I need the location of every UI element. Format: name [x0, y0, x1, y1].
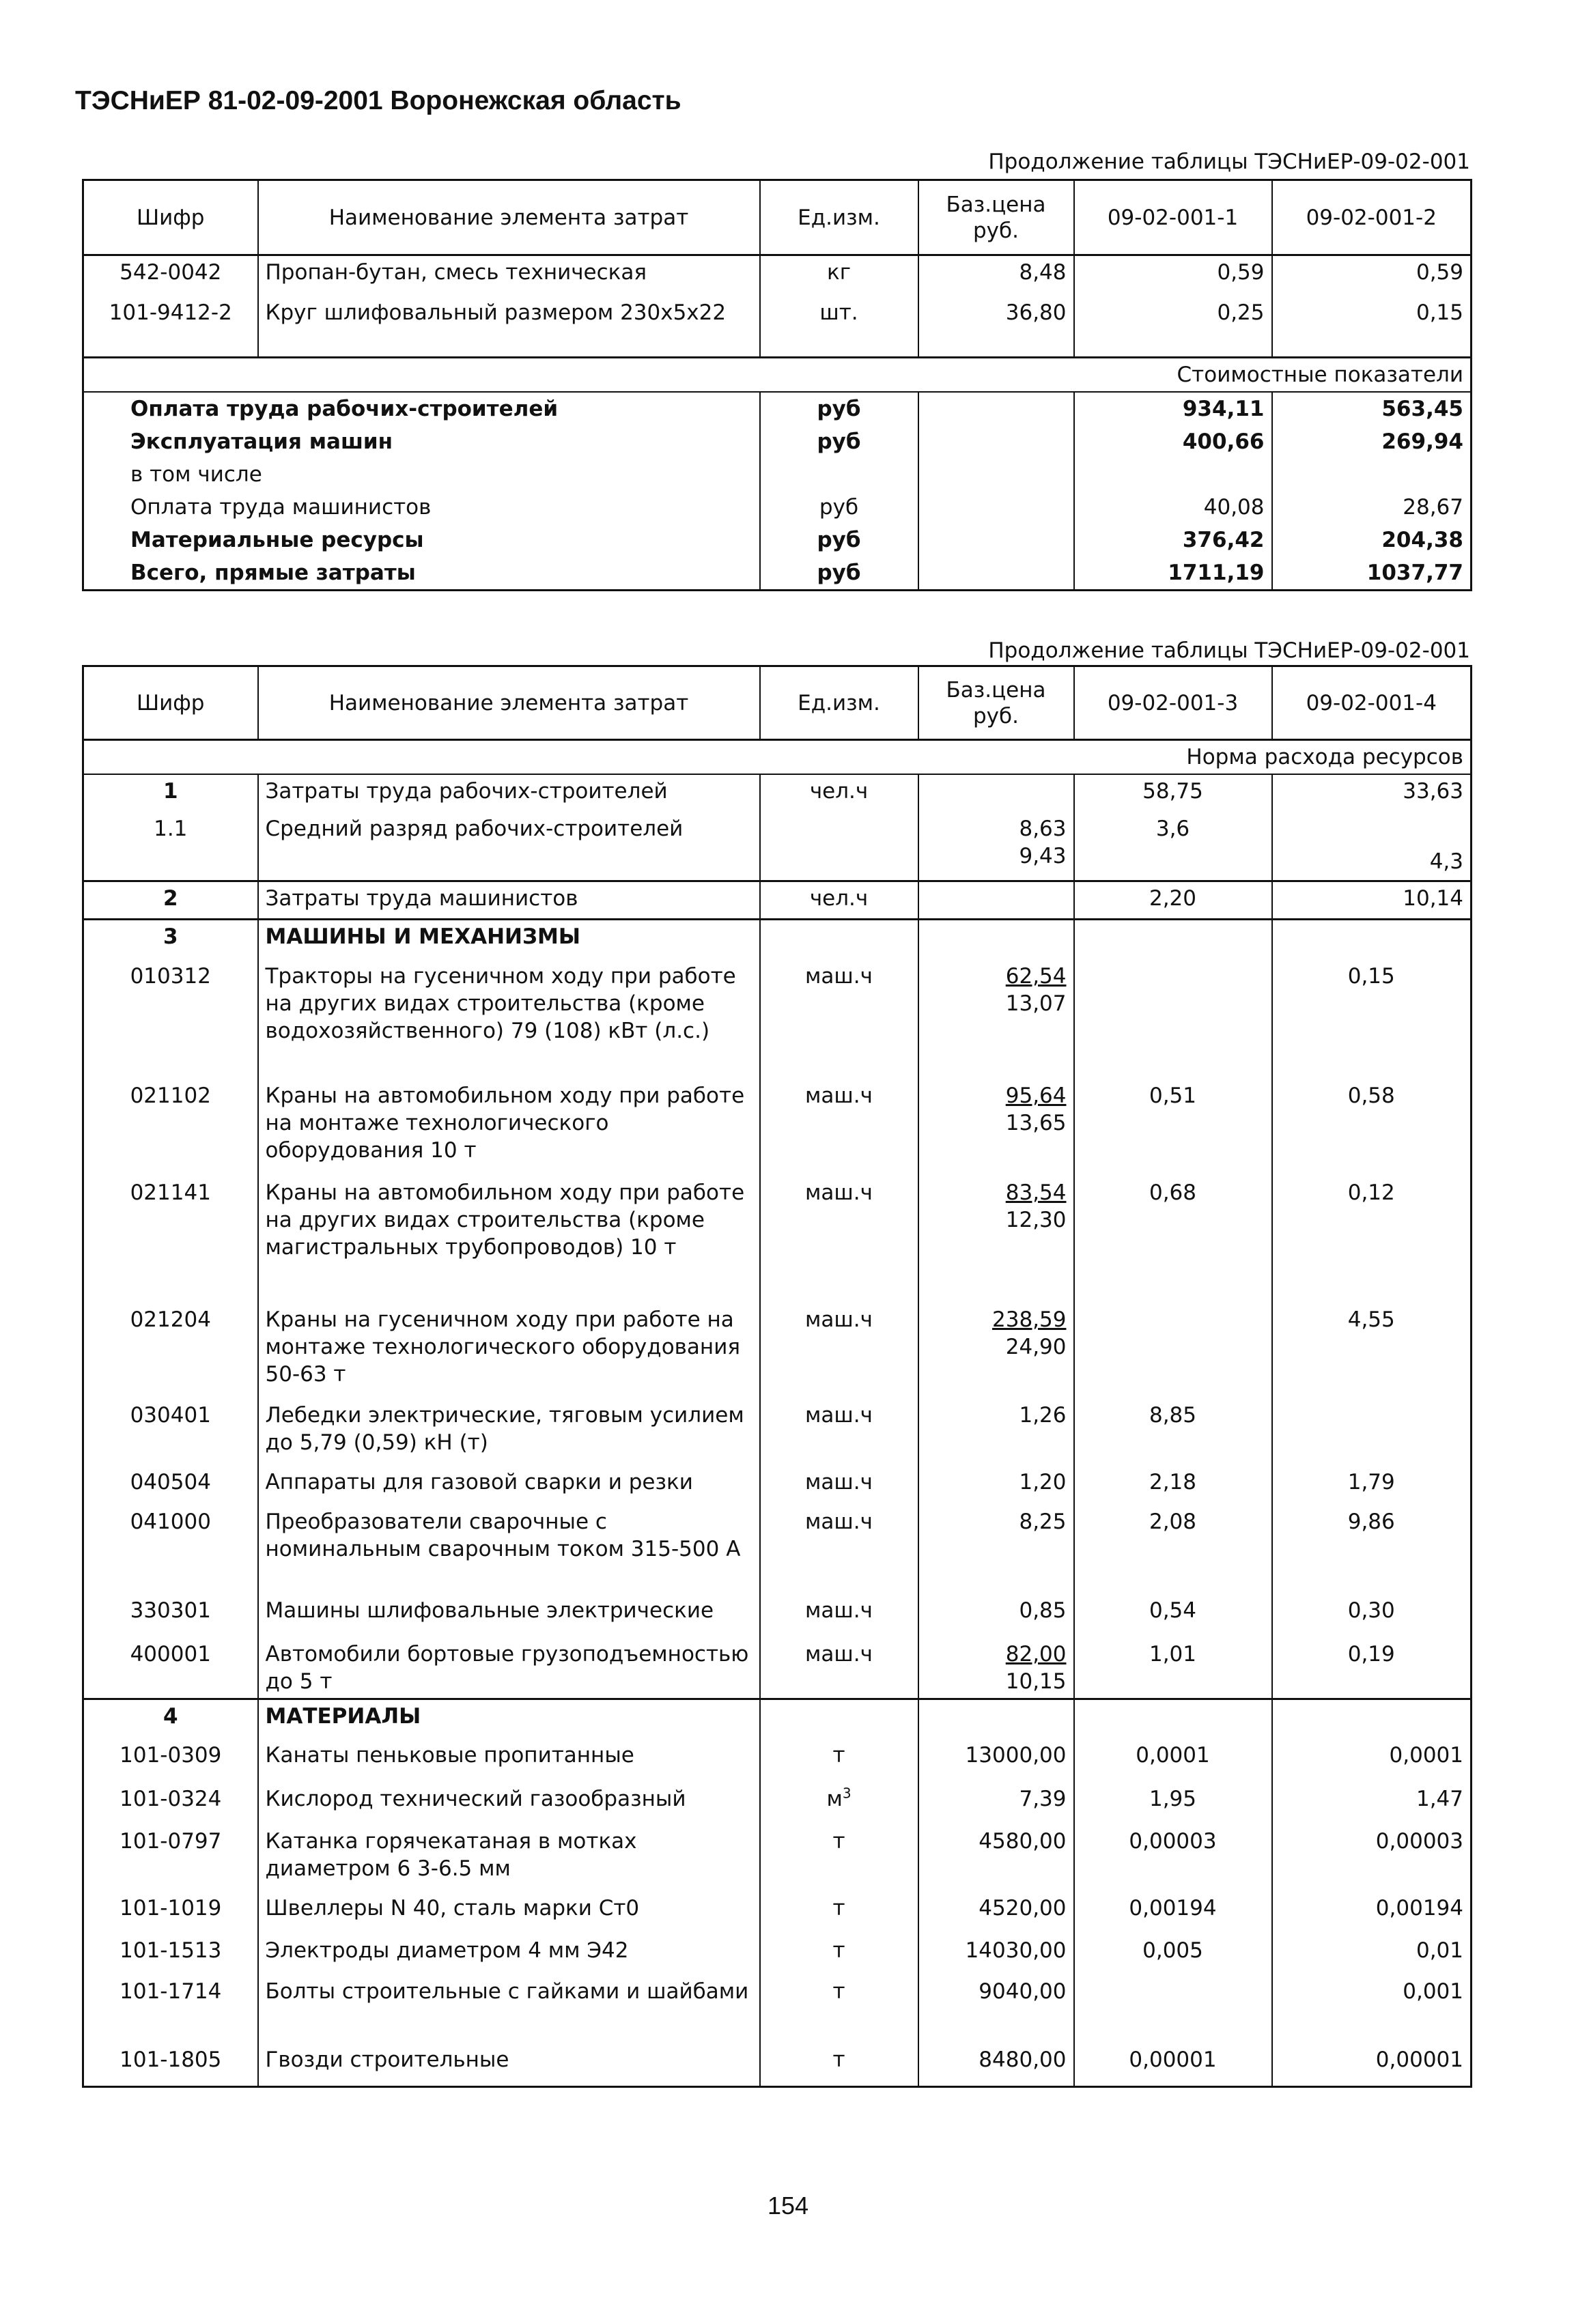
row-value-1: 3,6 [1074, 812, 1272, 881]
band-label: Норма расхода ресурсов [83, 740, 1472, 775]
row-unit: маш.ч [760, 1176, 918, 1303]
row-unit [760, 1825, 918, 1892]
row-name: Средний разряд рабочих-строителей [258, 812, 760, 881]
col-header-unit: Ед.изм. [760, 666, 918, 740]
col-header-price: Баз.цена руб. [918, 180, 1074, 255]
row-code: 2 [83, 881, 258, 919]
row-value-2 [1272, 812, 1472, 881]
row-price [918, 1079, 1074, 1176]
section-empty [1272, 919, 1472, 960]
row-name: Швеллеры N 40, сталь марки Ст0 [258, 1892, 760, 1934]
row-price: 1,20 [918, 1466, 1074, 1505]
row-value-1: 1,95 [1074, 1783, 1272, 1825]
row-code: 542-0042 [83, 255, 258, 296]
summary-price-empty [918, 556, 1074, 591]
summary-name: в том числе [83, 458, 760, 491]
row-value-2: 10,14 [1272, 881, 1472, 919]
row-price: 7,39 [918, 1783, 1074, 1825]
row-price: 1,26 [918, 1399, 1074, 1466]
table-row [83, 1079, 1472, 1176]
table2-caption: Продолжение таблицы ТЭСНиЕР-09-02-001 [988, 638, 1470, 663]
summary-row [83, 491, 1472, 524]
section-row-machines [83, 919, 1472, 960]
row-unit [760, 1892, 918, 1934]
row-value-2: 0,30 [1272, 1594, 1472, 1638]
row-unit [760, 1975, 918, 2043]
row-price-line: 9,43 [1019, 844, 1067, 868]
summary-unit [760, 458, 918, 491]
table2 [82, 665, 1472, 2088]
row-price [918, 881, 1074, 919]
table-row [83, 255, 1472, 296]
row-name: Краны на автомобильном ходу при работе на монтаже технологического оборудования 10 т [258, 1079, 760, 1176]
section-band-label-row [83, 740, 1472, 775]
summary-price-empty [918, 392, 1074, 425]
row-price-line: 238,59 [992, 1307, 1067, 1332]
row-value-1: 0,54 [1074, 1594, 1272, 1638]
row-name: Краны на автомобильном ходу при работе на других видах строительства (кроме магистральных трубопроводов) 10 т [258, 1176, 760, 1303]
row-unit [760, 1739, 918, 1783]
row-name: Преобразователи сварочные с номинальным сварочным током 315-500 А [258, 1505, 760, 1594]
summary-row [83, 392, 1472, 425]
summary-row [83, 524, 1472, 556]
col-header-v2: 09-02-001-2 [1272, 180, 1472, 255]
row-value-2: 0,00001 [1272, 2043, 1472, 2087]
summary-row [83, 425, 1472, 458]
row-code: 1 [83, 774, 258, 812]
row-price: 13000,00 [918, 1739, 1074, 1783]
summary-unit: руб [760, 556, 918, 591]
row-code: 101-9412-2 [83, 296, 258, 358]
summary-value-1 [1074, 458, 1272, 491]
row-unit-text: т [832, 1895, 845, 1921]
row-value-1: 0,00003 [1074, 1825, 1272, 1892]
row-value-2: 0,59 [1272, 255, 1472, 296]
row-value-2: 1,47 [1272, 1783, 1472, 1825]
row-value-1 [1074, 1975, 1272, 2043]
summary-name: Эксплуатация машин [83, 425, 760, 458]
row-code: 021102 [83, 1079, 258, 1176]
row-unit-superscript: 3 [842, 1785, 852, 1802]
row-unit-text: м [826, 1786, 843, 1811]
row-unit: маш.ч [760, 1303, 918, 1399]
row-name: Канаты пеньковые пропитанные [258, 1739, 760, 1783]
band-label: Стоимостные показатели [83, 358, 1472, 393]
col-header-code: Шифр [83, 666, 258, 740]
row-unit [760, 1934, 918, 1975]
table-row [83, 1176, 1472, 1303]
row-code: 101-1805 [83, 2043, 258, 2087]
summary-value-1: 934,11 [1074, 392, 1272, 425]
section-empty [1272, 1699, 1472, 1739]
row-value-1: 0,0001 [1074, 1739, 1272, 1783]
row-name: Автомобили бортовые грузоподъемностью до 5 т [258, 1638, 760, 1699]
summary-value-1: 376,42 [1074, 524, 1272, 556]
row-name: Пропан-бутан, смесь техническая [258, 255, 760, 296]
summary-value-2: 1037,77 [1272, 556, 1472, 591]
row-name: Машины шлифовальные электрические [258, 1594, 760, 1638]
row-unit: маш.ч [760, 1638, 918, 1699]
table-row [83, 1975, 1472, 2043]
row-price-line: 12,30 [1005, 1208, 1067, 1232]
table-row [83, 2043, 1472, 2087]
row-value-1: 1,01 [1074, 1638, 1272, 1699]
row-value-2: 0,15 [1272, 296, 1472, 358]
section-empty [760, 1699, 918, 1739]
section-empty [1074, 1699, 1272, 1739]
row-unit-text: т [832, 1828, 845, 1854]
summary-name: Оплата труда машинистов [83, 491, 760, 524]
row-price: 0,85 [918, 1594, 1074, 1638]
row-price: 8,25 [918, 1505, 1074, 1594]
summary-row [83, 458, 1472, 491]
row-code: 101-0324 [83, 1783, 258, 1825]
section-row-materials [83, 1699, 1472, 1739]
table-row [83, 1934, 1472, 1975]
row-value-1: 2,20 [1074, 881, 1272, 919]
row-name: Краны на гусеничном ходу при работе на монтаже технологического оборудования 50-63 т [258, 1303, 760, 1399]
table1-header-row [83, 180, 1472, 255]
summary-value-1: 1711,19 [1074, 556, 1272, 591]
row-code: 021141 [83, 1176, 258, 1303]
row-name: Затраты труда машинистов [258, 881, 760, 919]
summary-value-1: 40,08 [1074, 491, 1272, 524]
col-header-code: Шифр [83, 180, 258, 255]
row-value-1: 0,005 [1074, 1934, 1272, 1975]
section-title: МАТЕРИАЛЫ [258, 1699, 760, 1739]
row-value-2: 0,58 [1272, 1079, 1472, 1176]
row-code: 030401 [83, 1399, 258, 1466]
row-price-line: 95,64 [1005, 1083, 1067, 1108]
row-unit: маш.ч [760, 1399, 918, 1466]
row-value-2: 4,55 [1272, 1303, 1472, 1399]
row-price: 9040,00 [918, 1975, 1074, 2043]
row-unit-text: т [832, 1979, 845, 2004]
row-value-2-line: 4,3 [1429, 849, 1463, 874]
row-unit [760, 2043, 918, 2087]
summary-value-2: 563,45 [1272, 392, 1472, 425]
table-row [83, 1825, 1472, 1892]
row-name: Гвозди строительные [258, 2043, 760, 2087]
table-row [83, 1783, 1472, 1825]
row-value-2: 33,63 [1272, 774, 1472, 812]
row-price: 8,48 [918, 255, 1074, 296]
row-value-2: 0,12 [1272, 1176, 1472, 1303]
row-value-1: 0,68 [1074, 1176, 1272, 1303]
row-unit [760, 812, 918, 881]
summary-price-empty [918, 524, 1074, 556]
row-unit [760, 1783, 918, 1825]
row-price-line: 82,00 [1005, 1642, 1067, 1667]
table2-header-row [83, 666, 1472, 740]
row-value-2: 9,86 [1272, 1505, 1472, 1594]
row-value-1: 2,08 [1074, 1505, 1272, 1594]
summary-name: Всего, прямые затраты [83, 556, 760, 591]
row-unit-text: т [832, 2047, 845, 2072]
row-value-2: 0,15 [1272, 960, 1472, 1079]
row-code: 330301 [83, 1594, 258, 1638]
page-number: 154 [767, 2192, 809, 2220]
row-value-1 [1074, 1303, 1272, 1399]
row-code: 101-0309 [83, 1739, 258, 1783]
row-code: 101-0797 [83, 1825, 258, 1892]
row-value-1: 0,00194 [1074, 1892, 1272, 1934]
summary-unit: руб [760, 392, 918, 425]
row-name: Тракторы на гусеничном ходу при работе на других видах строительства (кроме водохозяйственного) 79 (108) кВт (л.с.) [258, 960, 760, 1079]
row-unit: чел.ч [760, 881, 918, 919]
row-price [918, 812, 1074, 881]
row-price-line: 83,54 [1005, 1180, 1067, 1205]
table-row [83, 1594, 1472, 1638]
section-empty [1074, 919, 1272, 960]
table-row [83, 1505, 1472, 1594]
row-unit: маш.ч [760, 1505, 918, 1594]
row-value-2: 0,00003 [1272, 1825, 1472, 1892]
row-code: 041000 [83, 1505, 258, 1594]
row-value-1: 0,59 [1074, 255, 1272, 296]
row-price [918, 774, 1074, 812]
summary-name: Оплата труда рабочих-строителей [83, 392, 760, 425]
row-price-line: 8,63 [1019, 817, 1067, 841]
row-unit-text: т [832, 1742, 845, 1768]
summary-unit: руб [760, 491, 918, 524]
row-name: Электроды диаметром 4 мм Э42 [258, 1934, 760, 1975]
section-title: МАШИНЫ И МЕХАНИЗМЫ [258, 919, 760, 960]
col-header-v1: 09-02-001-3 [1074, 666, 1272, 740]
row-price-line: 13,07 [1005, 991, 1067, 1016]
table1 [82, 179, 1472, 591]
row-price: 4580,00 [918, 1825, 1074, 1892]
summary-value-1: 400,66 [1074, 425, 1272, 458]
section-band-row [83, 358, 1472, 393]
section-empty [918, 919, 1074, 960]
table1-caption: Продолжение таблицы ТЭСНиЕР-09-02-001 [988, 150, 1470, 174]
row-code: 101-1714 [83, 1975, 258, 2043]
row-code: 010312 [83, 960, 258, 1079]
row-price [918, 1638, 1074, 1699]
row-unit: маш.ч [760, 1079, 918, 1176]
row-price: 14030,00 [918, 1934, 1074, 1975]
row-code: 400001 [83, 1638, 258, 1699]
row-value-2: 0,00194 [1272, 1892, 1472, 1934]
row-price [918, 960, 1074, 1079]
table-row [83, 296, 1472, 358]
summary-value-2 [1272, 458, 1472, 491]
col-header-name: Наименование элемента затрат [258, 666, 760, 740]
summary-row [83, 556, 1472, 591]
table-row [83, 1466, 1472, 1505]
row-price [918, 1176, 1074, 1303]
table-row [83, 960, 1472, 1079]
row-name: Круг шлифовальный размером 230х5х22 [258, 296, 760, 358]
row-value-2: 0,19 [1272, 1638, 1472, 1699]
summary-value-2: 28,67 [1272, 491, 1472, 524]
row-name: Кислород технический газообразный [258, 1783, 760, 1825]
row-price [918, 1303, 1074, 1399]
row-unit: маш.ч [760, 1466, 918, 1505]
section-empty [918, 1699, 1074, 1739]
col-header-v2: 09-02-001-4 [1272, 666, 1472, 740]
section-empty [760, 919, 918, 960]
row-value-2: 1,79 [1272, 1466, 1472, 1505]
col-header-name: Наименование элемента затрат [258, 180, 760, 255]
row-value-2: 0,01 [1272, 1934, 1472, 1975]
row-code: 021204 [83, 1303, 258, 1399]
row-code: 101-1513 [83, 1934, 258, 1975]
row-name: Аппараты для газовой сварки и резки [258, 1466, 760, 1505]
summary-price-empty [918, 491, 1074, 524]
summary-unit: руб [760, 524, 918, 556]
row-unit: чел.ч [760, 774, 918, 812]
row-value-2 [1272, 1399, 1472, 1466]
row-price-line: 62,54 [1005, 964, 1067, 989]
summary-price-empty [918, 425, 1074, 458]
table-row [83, 1303, 1472, 1399]
row-name: Лебедки электрические, тяговым усилием до 5,79 (0,59) кН (т) [258, 1399, 760, 1466]
row-price-line: 10,15 [1005, 1669, 1067, 1694]
col-header-v1: 09-02-001-1 [1074, 180, 1272, 255]
row-value-1: 0,51 [1074, 1079, 1272, 1176]
table-row [83, 812, 1472, 881]
row-price: 8480,00 [918, 2043, 1074, 2087]
row-value-1 [1074, 960, 1272, 1079]
table-row [83, 1739, 1472, 1783]
row-unit: кг [760, 255, 918, 296]
row-value-2: 0,001 [1272, 1975, 1472, 2043]
summary-value-2: 269,94 [1272, 425, 1472, 458]
row-code: 101-1019 [83, 1892, 258, 1934]
section-code: 4 [83, 1699, 258, 1739]
table-row [83, 881, 1472, 919]
row-value-1: 58,75 [1074, 774, 1272, 812]
table-row [83, 1399, 1472, 1466]
summary-price-empty [918, 458, 1074, 491]
row-name: Затраты труда рабочих-строителей [258, 774, 760, 812]
row-value-1: 0,25 [1074, 296, 1272, 358]
section-code: 3 [83, 919, 258, 960]
row-name: Болты строительные с гайками и шайбами [258, 1975, 760, 2043]
document-header: ТЭСНиЕР 81-02-09-2001 Воронежская область [75, 86, 681, 115]
table-row [83, 1638, 1472, 1699]
summary-unit: руб [760, 425, 918, 458]
table-row [83, 774, 1472, 812]
summary-name: Материальные ресурсы [83, 524, 760, 556]
col-header-unit: Ед.изм. [760, 180, 918, 255]
col-header-price: Баз.цена руб. [918, 666, 1074, 740]
row-code: 1.1 [83, 812, 258, 881]
row-unit: маш.ч [760, 1594, 918, 1638]
row-value-1: 8,85 [1074, 1399, 1272, 1466]
row-value-2: 0,0001 [1272, 1739, 1472, 1783]
row-value-1: 0,00001 [1074, 2043, 1272, 2087]
row-value-1: 2,18 [1074, 1466, 1272, 1505]
row-price: 4520,00 [918, 1892, 1074, 1934]
summary-value-2: 204,38 [1272, 524, 1472, 556]
row-code: 040504 [83, 1466, 258, 1505]
row-price-line: 13,65 [1005, 1111, 1067, 1135]
table-row [83, 1892, 1472, 1934]
row-name: Катанка горячекатаная в мотках диаметром 6 3-6.5 мм [258, 1825, 760, 1892]
row-unit: шт. [760, 296, 918, 358]
row-price-line: 24,90 [1005, 1335, 1067, 1359]
row-price: 36,80 [918, 296, 1074, 358]
row-unit-text: т [832, 1938, 845, 1963]
row-unit: маш.ч [760, 960, 918, 1079]
